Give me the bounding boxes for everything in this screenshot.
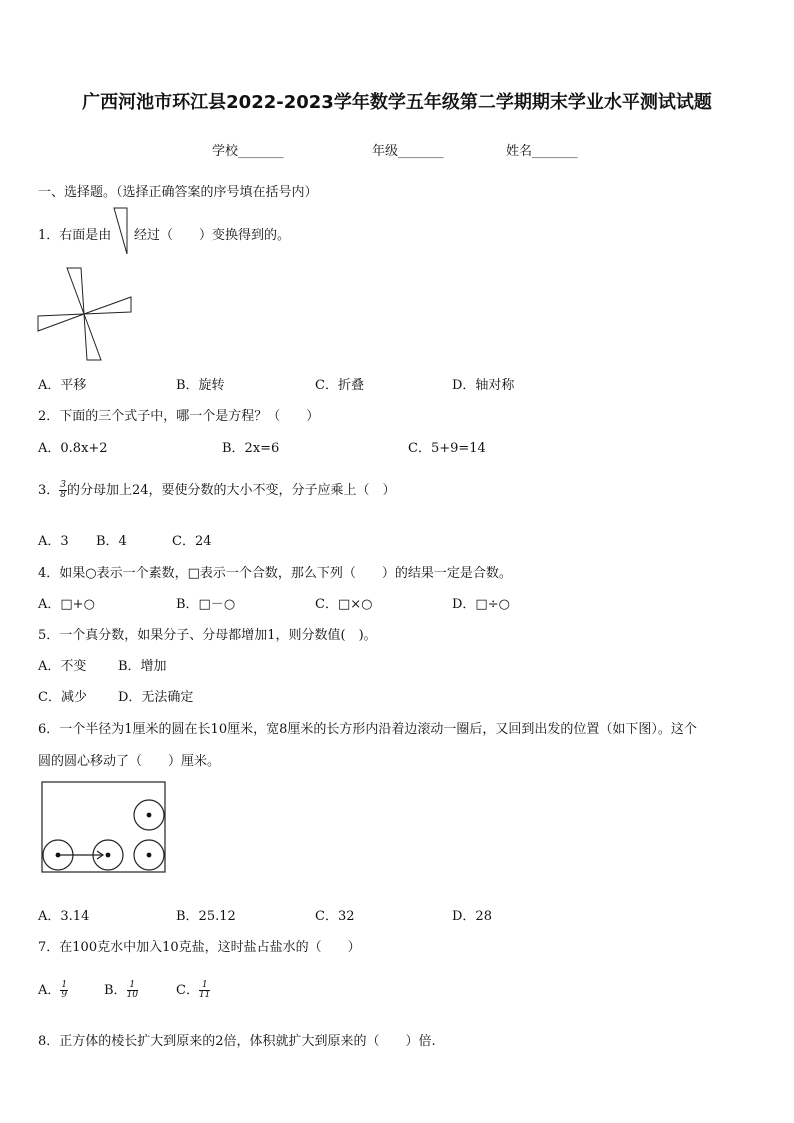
q6-text-line2: 圆的圆心移动了（ ）厘米。 (38, 754, 221, 769)
q3-option-b: B．4 (96, 534, 127, 549)
q4-option-c: C．□×○ (315, 597, 373, 612)
q2-text: 2．下面的三个式子中，哪一个是方程？（ ） (38, 409, 320, 424)
q4-text: 4．如果○表示一个素数，□表示一个合数，那么下列（ ）的结果一定是合数。 (38, 566, 512, 581)
q7-fraction-c: $\frac{1}{11}$ (198, 980, 211, 1000)
q7-option-c: C． $\frac{1}{11}$ (176, 980, 211, 1000)
q4-option-a: A．□+○ (38, 597, 95, 612)
page-title: 广西河池市环江县2022-2023学年数学五年级第二学期期末学业水平测试试题 (82, 92, 712, 113)
q3-fraction: $\frac{3}{8}$ (60, 480, 67, 500)
q1-option-c: C．折叠 (315, 378, 364, 393)
school-field: 学校_______ (212, 144, 284, 159)
q6-option-c: C．32 (315, 909, 355, 924)
q8-text: 8．正方体的棱长扩大到原来的2倍，体积就扩大到原来的（ ）倍. (38, 1034, 436, 1049)
q6-text-line1: 6．一个半径为1厘米的圆在长10厘米，宽8厘米的长方形内沿着边滚动一圈后，又回到出发的位置（如下图）。这个 (38, 722, 697, 737)
q1-option-a: A．平移 (38, 378, 87, 393)
q5-option-c: C．减少 (38, 690, 87, 705)
q5-text: 5．一个真分数，如果分子、分母都增加1，则分数值( )。 (38, 628, 377, 643)
q1-pinwheel-figure (36, 266, 136, 364)
section-heading: 一、选择题。（选择正确答案的序号填在括号内） (38, 185, 318, 200)
q1-option-d: D．轴对称 (452, 378, 515, 393)
q5-option-d: D．无法确定 (118, 690, 194, 705)
q2-option-c: C．5+9=14 (408, 441, 486, 456)
q3-suffix: 的分母加上24，要使分数的大小不变，分子应乘上（ ） (67, 483, 396, 498)
grade-field: 年级_______ (372, 144, 444, 159)
q3-prefix: 3． (38, 483, 60, 498)
q6-option-a: A．3.14 (38, 909, 90, 924)
q1-prefix: 1．右面是由 (38, 228, 112, 243)
q1-suffix: 经过（ ）变换得到的。 (134, 228, 291, 243)
q2-option-b: B．2x=6 (222, 441, 280, 456)
q5-option-b: B．增加 (118, 659, 167, 674)
q7-text: 7．在100克水中加入10克盐，这时盐占盐水的（ ） (38, 940, 361, 955)
q7-fraction-a: $\frac{1}{9}$ (61, 980, 68, 1000)
q3-line (38, 479, 396, 500)
name-field: 姓名_______ (506, 144, 578, 159)
q4-option-b: B．□－○ (176, 597, 236, 612)
q3-option-a: A．3 (38, 534, 69, 549)
q2-option-a: A．0.8x+2 (38, 441, 108, 456)
q5-option-a: A．不变 (38, 659, 87, 674)
q1-option-b: B．旋转 (176, 378, 225, 393)
q3-option-c: C．24 (172, 534, 212, 549)
q6-rolling-circle-figure (40, 780, 168, 874)
q7-fraction-b: $\frac{1}{10}$ (126, 980, 139, 1000)
q6-option-d: D．28 (452, 909, 492, 924)
q7-option-a: A． $\frac{1}{9}$ (38, 980, 68, 1000)
q6-option-b: B．25.12 (176, 909, 236, 924)
q1-small-triangle-figure (112, 206, 132, 258)
q4-option-d: D．□÷○ (452, 597, 510, 612)
q7-option-b: B． $\frac{1}{10}$ (104, 980, 139, 1000)
